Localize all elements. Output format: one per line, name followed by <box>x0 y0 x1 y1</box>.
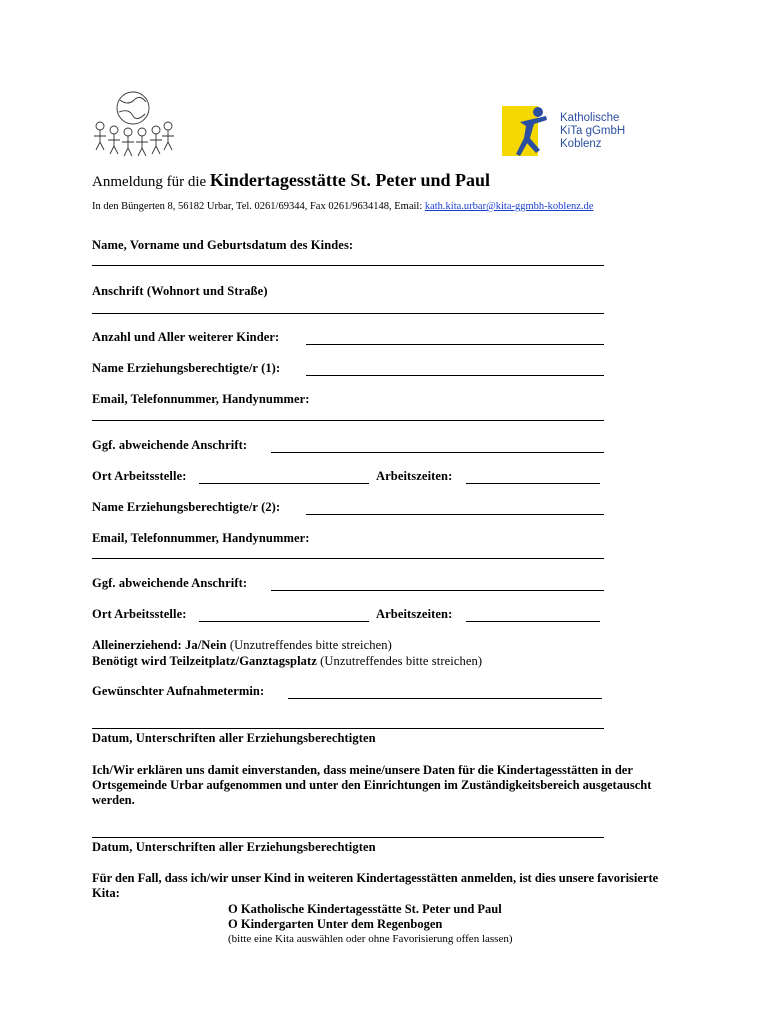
contact2-line[interactable] <box>92 558 604 559</box>
workplace1-line[interactable] <box>199 483 369 484</box>
place-type-note: (Unzutreffendes bitte streichen) <box>320 654 483 668</box>
workplace2-label: Ort Arbeitsstelle: <box>92 607 187 621</box>
place-type-row <box>92 654 482 669</box>
title-main: Kindertagesstätte St. Peter und Paul <box>209 170 491 190</box>
consent-text: Ich/Wir erklären uns damit einverstanden, dass meine/unsere Daten für die Kindertagesstätten in der Ortsgemeinde Urbar aufgenommen und unter den Einrichtungen im Zuständigkeitsbereich ausgetauscht werden. <box>92 763 652 807</box>
guardian1-line[interactable] <box>306 375 604 376</box>
siblings-line[interactable] <box>306 344 604 345</box>
logo-line: Koblenz <box>560 138 602 150</box>
title-prefix: Anmeldung für die <box>92 174 207 190</box>
favorite-option-st-peter-paul[interactable]: O Katholische Kindertagesstätte St. Peter und Paul <box>228 902 502 916</box>
single-parent-note: (Unzutreffendes bitte streichen) <box>229 638 392 652</box>
email-link[interactable]: kath.kita.urbar@kita-ggmbh-koblenz.de <box>424 201 594 212</box>
alt-address1-label: Ggf. abweichende Anschrift: <box>92 438 248 452</box>
child-label: Name, Vorname und Geburtsdatum des Kindes: <box>92 238 354 252</box>
guardian1-label: Name Erziehungsberechtigte/r (1): <box>92 361 281 375</box>
kita-logo-mark-icon <box>500 102 556 160</box>
logo-line: KiTa gGmbH <box>560 125 626 137</box>
start-date-label: Gewünschter Aufnahmetermin: <box>92 684 265 698</box>
alt-address1-line[interactable] <box>271 452 604 453</box>
address-label: Anschrift (Wohnort und Straße) <box>92 284 268 298</box>
kita-ggmbh-logo <box>500 102 640 160</box>
address-line[interactable] <box>92 313 604 314</box>
alt-address2-label: Ggf. abweichende Anschrift: <box>92 576 248 590</box>
contact-address <box>92 201 593 212</box>
worktime2-label: Arbeitszeiten: <box>376 607 453 621</box>
signature1-label: Datum, Unterschriften aller Erziehungsberechtigten <box>92 731 376 745</box>
guardian2-label: Name Erziehungsberechtigte/r (2): <box>92 500 281 514</box>
workplace2-line[interactable] <box>199 621 369 622</box>
worktime1-line[interactable] <box>466 483 600 484</box>
alt-address2-line[interactable] <box>271 590 604 591</box>
signature1-line[interactable] <box>92 728 604 729</box>
contact1-line[interactable] <box>92 420 604 421</box>
signature2-label: Datum, Unterschriften aller Erziehungsberechtigten <box>92 840 376 854</box>
single-parent-row <box>92 638 392 653</box>
start-date-line[interactable] <box>288 698 602 699</box>
favorite-option-regenbogen[interactable]: O Kindergarten Unter dem Regenbogen <box>228 917 443 931</box>
single-parent-label[interactable]: Alleinerziehend: Ja/Nein <box>92 638 227 652</box>
worktime2-line[interactable] <box>466 621 600 622</box>
workplace1-label: Ort Arbeitsstelle: <box>92 469 187 483</box>
logo-line: Katholische <box>560 112 620 124</box>
contact2-label: Email, Telefonnummer, Handynummer: <box>92 531 310 545</box>
page-title <box>92 170 490 191</box>
guardian2-line[interactable] <box>306 514 604 515</box>
child-line[interactable] <box>92 265 604 266</box>
kita-logo-text <box>560 112 625 151</box>
siblings-label: Anzahl und Aller weiterer Kinder: <box>92 330 280 344</box>
children-drawing-logo <box>90 86 176 162</box>
worktime1-label: Arbeitszeiten: <box>376 469 453 483</box>
contact1-label: Email, Telefonnummer, Handynummer: <box>92 392 310 406</box>
address-text: In den Büngerten 8, 56182 Urbar, Tel. 0261/69344, Fax 0261/9634148, Email: <box>92 201 423 212</box>
place-type-label[interactable]: Benötigt wird Teilzeitplatz/Ganztagsplatz <box>92 654 317 668</box>
favorite-note: (bitte eine Kita auswählen oder ohne Favorisierung offen lassen) <box>228 933 513 945</box>
favorite-intro: Für den Fall, dass ich/wir unser Kind in weiteren Kindertagesstätten anmelden, ist dies unsere favorisierte Kita: <box>92 871 659 900</box>
signature2-line[interactable] <box>92 837 604 838</box>
